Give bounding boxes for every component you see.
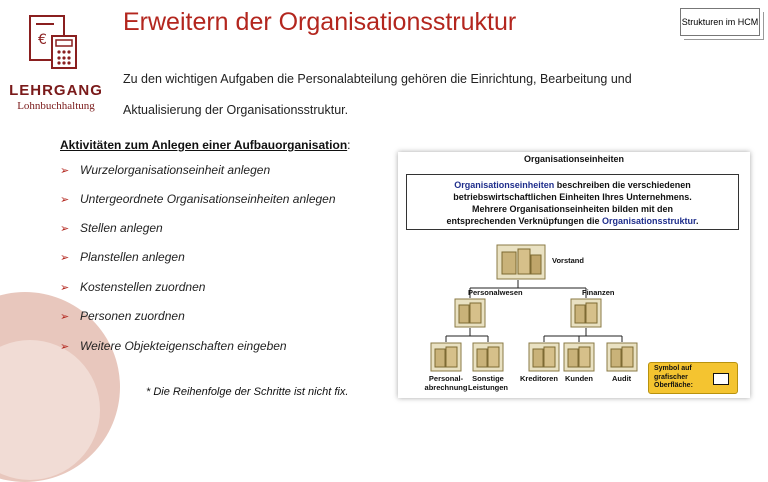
- box-text: betriebswirtschaftlichen Einheiten Ihres Unternehmens.: [453, 192, 692, 202]
- node-label-line: Personal-: [428, 374, 464, 383]
- node-label-kunden: Kunden: [565, 374, 593, 383]
- org-unit-icon: [563, 342, 595, 372]
- activities-heading-text: Aktivitäten zum Anlegen einer Aufbauorganisation: [60, 138, 348, 152]
- node-label-line: Sonstige: [472, 374, 504, 383]
- node-label-line: Leistungen: [468, 383, 509, 392]
- intro-line-2: Aktualisierung der Organisationsstruktur.: [123, 103, 349, 117]
- arrow-bullet-icon: ➢: [60, 223, 70, 235]
- list-item: [60, 339, 287, 353]
- arrow-bullet-icon: ➢: [60, 282, 70, 294]
- list-item: [60, 250, 185, 264]
- legend-line: grafischer: [654, 373, 688, 381]
- highlight-term: Organisationseinheiten: [454, 180, 555, 190]
- node-label-line: abrechnung: [424, 383, 468, 392]
- activities-heading-colon: :: [347, 138, 351, 152]
- box-text: .: [696, 216, 699, 226]
- list-item-text: Stellen anlegen: [80, 221, 163, 235]
- list-item-text: Wurzelorganisationseinheit anlegen: [80, 163, 271, 177]
- legend-line: Oberfläche:: [654, 382, 693, 389]
- list-item-text: Untergeordnete Organisationseinheiten anlegen: [80, 192, 336, 206]
- footnote: * Die Reihenfolge der Schritte ist nicht fix.: [146, 386, 349, 398]
- org-units-diagram: [398, 152, 750, 398]
- org-unit-icon: [454, 298, 486, 328]
- arrow-bullet-icon: ➢: [60, 311, 70, 323]
- section-tag: Strukturen im HCM: [680, 8, 760, 36]
- calculator-document-icon: [26, 12, 82, 78]
- logo-subtitle: Lohnbuchhaltung: [17, 100, 95, 112]
- logo-title: LEHRGANG: [9, 82, 103, 99]
- list-item: [60, 309, 185, 323]
- diagram-title: Organisationseinheiten: [523, 154, 625, 164]
- list-item-text: Weitere Objekteigenschaften eingeben: [80, 339, 287, 353]
- org-unit-root-icon: [496, 244, 546, 280]
- window-symbol-icon: [713, 373, 729, 385]
- node-label-sonstige-leistungen: [468, 374, 508, 392]
- org-unit-icon: [528, 342, 560, 372]
- list-item: [60, 192, 336, 206]
- list-item-text: Personen zuordnen: [80, 309, 185, 323]
- org-unit-icon: [430, 342, 462, 372]
- node-label-personalwesen: Personalwesen: [468, 288, 523, 297]
- node-label-audit: Audit: [612, 374, 632, 383]
- intro-line-1: Zu den wichtigen Aufgaben die Personalabteilung gehören die Einrichtung, Bearbeitung und: [123, 72, 632, 86]
- arrow-bullet-icon: ➢: [60, 252, 70, 264]
- box-text: beschreiben die verschiedenen: [554, 180, 691, 190]
- org-unit-icon: [472, 342, 504, 372]
- node-label-kreditoren: Kreditoren: [520, 374, 558, 383]
- box-text: entsprechenden Verknüpfungen die: [446, 216, 602, 226]
- list-item: [60, 221, 163, 235]
- box-text: Mehrere Organisationseinheiten bilden mit den: [471, 204, 674, 214]
- activities-heading: [60, 138, 351, 152]
- arrow-bullet-icon: ➢: [60, 165, 70, 177]
- legend-line: Symbol auf: [654, 365, 692, 372]
- arrow-bullet-icon: ➢: [60, 341, 70, 353]
- page-title: Erweitern der Organisationsstruktur: [123, 8, 517, 36]
- org-unit-icon: [570, 298, 602, 328]
- list-item-text: Kostenstellen zuordnen: [80, 280, 206, 294]
- org-unit-icon: [606, 342, 638, 372]
- highlight-term: Organisationsstruktur: [601, 216, 697, 226]
- node-label-finanzen: Finanzen: [582, 288, 615, 297]
- list-item: [60, 280, 205, 294]
- list-item: [60, 163, 270, 177]
- list-item-text: Planstellen anlegen: [80, 250, 185, 264]
- symbol-legend: [648, 362, 738, 394]
- svg-text:€: €: [38, 32, 47, 48]
- legend-text: [654, 365, 693, 391]
- node-label-root: Vorstand: [552, 256, 584, 265]
- arrow-bullet-icon: ➢: [60, 194, 70, 206]
- node-label-personalabrechnung: [424, 374, 468, 392]
